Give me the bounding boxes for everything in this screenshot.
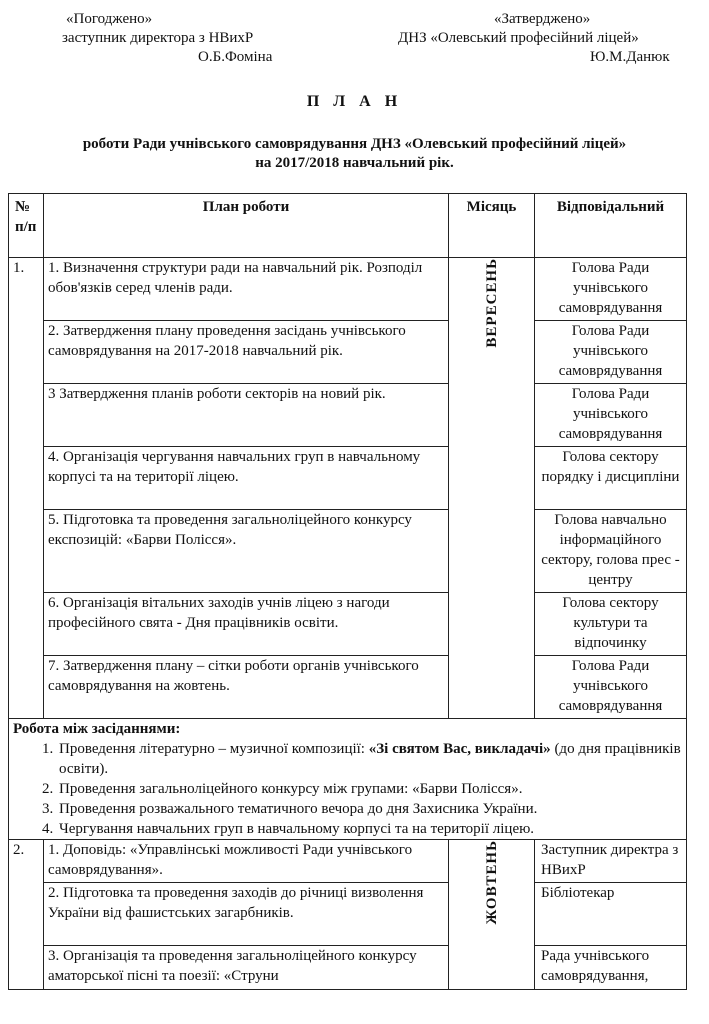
section-number: 2. <box>9 840 44 990</box>
table-header-row <box>9 194 687 258</box>
agreed-title: «Погоджено» <box>66 11 153 27</box>
table-row <box>9 384 687 447</box>
responsible-cell: Голова сектору культури та відпочинку <box>535 593 687 656</box>
subtitle-line-1: роботи Ради учнівського самоврядування ДНЗ «Олевський професійний ліцей» <box>82 136 627 152</box>
list-item: 4. Чергування навчальних груп в навчальному корпусі та на території ліцею. <box>57 819 682 839</box>
between-meetings-title: Робота між засіданнями: <box>13 721 181 737</box>
header-work: План роботи <box>44 194 449 258</box>
between-meetings-row <box>9 719 687 840</box>
month-label: ВЕРЕСЕНЬ <box>483 258 500 348</box>
plan-item: 2. Затвердження плану проведення засідань учнівського самоврядування на 2017-2018 навчальний рік. <box>44 321 449 384</box>
list-item: 1. Проведення літературно – музичної композиції: «Зі святом Вас, викладачі» (до дня працівників освіти). <box>57 739 682 779</box>
approval-block <box>0 10 709 72</box>
plan-table <box>8 193 687 990</box>
plan-item: 3 Затвердження планів роботи секторів на новий рік. <box>44 384 449 447</box>
plan-item: 4. Організація чергування навчальних груп в навчальному корпусі та на території ліцею. <box>44 447 449 510</box>
header-month: Місяць <box>449 194 535 258</box>
responsible-cell: Рада учнівського самоврядування, <box>535 946 687 990</box>
subtitle-line-2: на 2017/2018 навчальний рік. <box>255 155 454 171</box>
approved-role: ДНЗ «Олевський професійний ліцей» <box>398 30 639 46</box>
responsible-cell: Голова Ради учнівського самоврядування <box>535 656 687 719</box>
approved-name: Ю.М.Данюк <box>590 49 670 65</box>
section-number: 1. <box>9 258 44 719</box>
table-row <box>9 946 687 990</box>
plan-item: 3. Організація та проведення загальноліцейного конкурсу аматорської пісні та поезії: «Струни <box>44 946 449 990</box>
table-row <box>9 656 687 719</box>
table-row <box>9 883 687 946</box>
plan-item: 1. Визначення структури ради на навчальний рік. Розподіл обов'язків серед членів ради. <box>44 258 449 321</box>
responsible-cell: Голова навчально інформаційного сектору, голова прес - центру <box>535 510 687 593</box>
header-resp: Відповідальний <box>535 194 687 258</box>
table-row <box>9 258 687 321</box>
agreed-role: заступник директора з НВихР <box>62 30 254 46</box>
approved-title: «Затверджено» <box>494 11 591 27</box>
between-meetings-cell <box>9 719 687 840</box>
plan-item: 2. Підготовка та проведення заходів до річниці визволення України від фашистських загарбників. <box>44 883 449 946</box>
header-num: № п/п <box>9 194 44 258</box>
responsible-cell: Заступник директра з НВихР <box>535 840 687 883</box>
plan-heading: П Л А Н <box>306 93 403 110</box>
table-row <box>9 321 687 384</box>
responsible-cell: Голова Ради учнівського самоврядування <box>535 258 687 321</box>
between-meetings-list <box>13 739 682 839</box>
agreed-name: О.Б.Фоміна <box>198 49 273 65</box>
plan-item: 7. Затвердження плану – сітки роботи органів учнівського самоврядування на жовтень. <box>44 656 449 719</box>
plan-item: 6. Організація вітальних заходів учнів ліцею з нагоди професійного свята - Дня працівників освіти. <box>44 593 449 656</box>
responsible-cell: Голова сектору порядку і дисципліни <box>535 447 687 510</box>
month-cell <box>449 258 535 719</box>
document-subtitle <box>0 135 709 173</box>
list-item: 2. Проведення загальноліцейного конкурсу між групами: «Барви Полісся». <box>57 779 682 799</box>
responsible-cell: Бібліотекар <box>535 883 687 946</box>
table-row <box>9 510 687 593</box>
responsible-cell: Голова Ради учнівського самоврядування <box>535 384 687 447</box>
responsible-cell: Голова Ради учнівського самоврядування <box>535 321 687 384</box>
month-label: ЖОВТЕНЬ <box>483 840 500 925</box>
table-row <box>9 447 687 510</box>
month-cell <box>449 840 535 990</box>
plan-item: 5. Підготовка та проведення загальноліцейного конкурсу експозицій: «Барви Полісся». <box>44 510 449 593</box>
table-row <box>9 593 687 656</box>
table-row <box>9 840 687 883</box>
list-item: 3. Проведення розважального тематичного вечора до дня Захисника України. <box>57 799 682 819</box>
plan-item: 1. Доповідь: «Управлінські можливості Ради учнівського самоврядування». <box>44 840 449 883</box>
